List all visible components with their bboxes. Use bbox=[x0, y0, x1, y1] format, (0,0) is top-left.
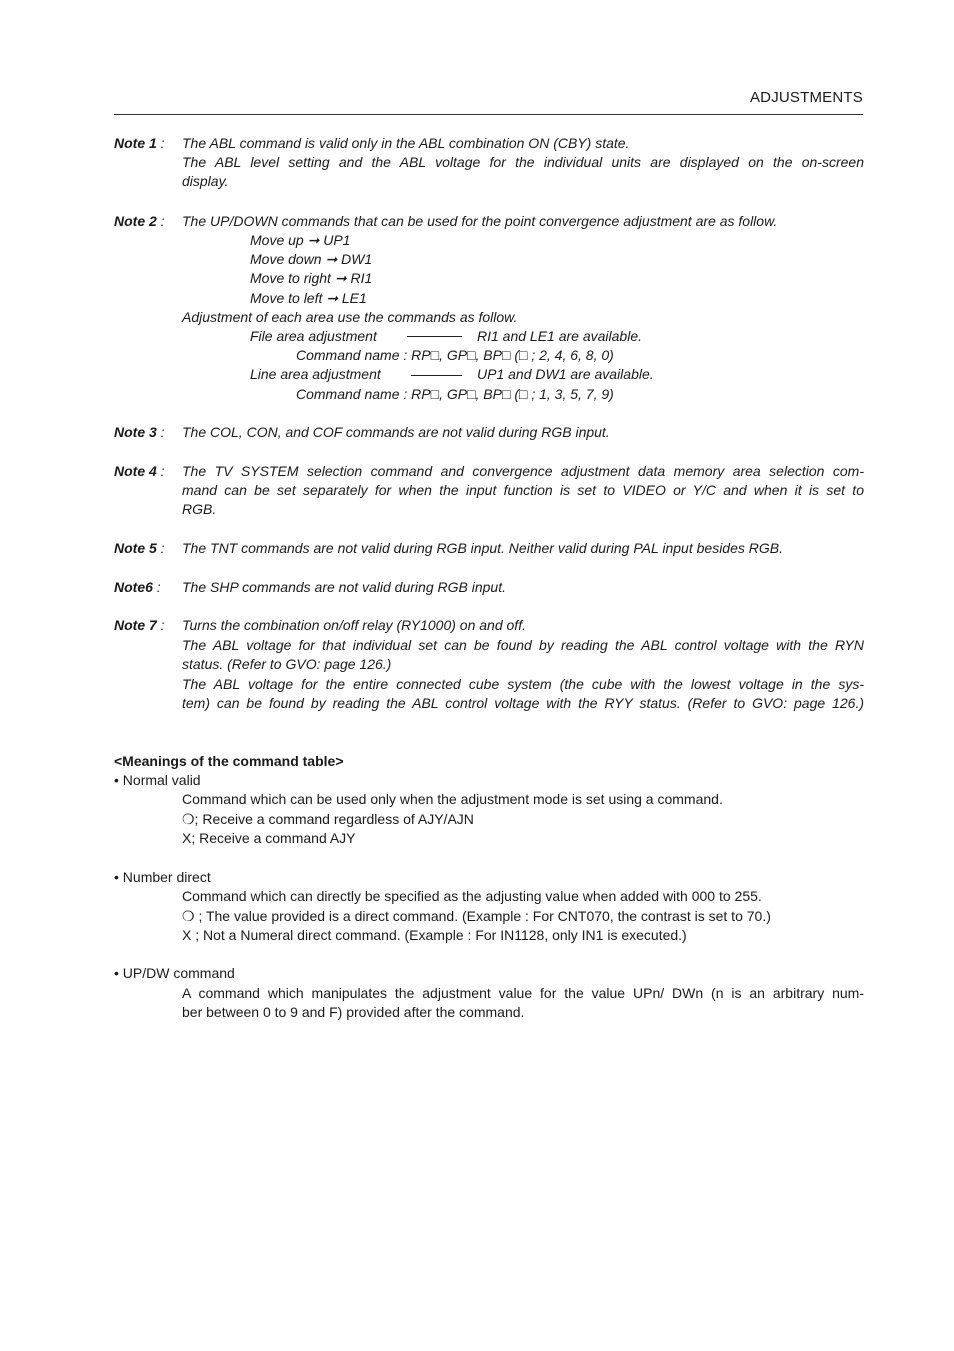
updw-line: A command which manipulates the adjustment value for the value UPn/ DWn (n is an arbitrary num- bbox=[182, 985, 864, 1001]
note4-line: RGB. bbox=[182, 501, 217, 517]
leader-line bbox=[407, 336, 462, 337]
note1-label: Note 1 : bbox=[114, 135, 165, 151]
note2-intro: The UP/DOWN commands that can be used for the point convergence adjustment are as follow. bbox=[182, 213, 778, 229]
note7-line: The ABL voltage for the entire connected cube system (the cube with the lowest voltage in the sys- bbox=[182, 676, 864, 692]
updw-heading: • UP/DW command bbox=[114, 965, 235, 981]
updw-line: ber between 0 to 9 and F) provided after the command. bbox=[182, 1004, 525, 1020]
arrow-right-icon: ➞ bbox=[326, 290, 338, 306]
note7-line: status. (Refer to GVO: page 126.) bbox=[182, 656, 392, 672]
note1-line: The ABL level setting and the ABL voltage for the individual units are displayed on the on-screen bbox=[182, 154, 864, 170]
page-header bbox=[114, 88, 863, 115]
note3-label: Note 3 : bbox=[114, 424, 165, 440]
file-area-command: Command name : RP□, GP□, BP□ (□ ; 2, 4, 6, 8, 0) bbox=[296, 347, 614, 363]
normal-valid-line: X; Receive a command AJY bbox=[182, 830, 356, 846]
note4-line: mand can be set separately for when the input function is set to VIDEO or Y/C and when it is set to bbox=[182, 482, 864, 498]
line-area-available: UP1 and DW1 are available. bbox=[477, 366, 654, 382]
arrow-right-icon: ➞ bbox=[307, 232, 320, 248]
area-intro: Adjustment of each area use the commands as follow. bbox=[182, 309, 518, 325]
meanings-heading: <Meanings of the command table> bbox=[114, 753, 344, 769]
normal-valid-heading: • Normal valid bbox=[114, 772, 201, 788]
file-area-available: RI1 and LE1 are available. bbox=[477, 328, 642, 344]
arrow-right-icon: ➞ bbox=[325, 251, 338, 267]
line-area-label: Line area adjustment bbox=[250, 366, 381, 382]
note4-line: The TV SYSTEM selection command and convergence adjustment data memory area selection com- bbox=[182, 463, 864, 479]
note6-label: Note6 : bbox=[114, 579, 161, 595]
move-left-line: Move to left ➞ LE1 bbox=[250, 290, 367, 306]
note1-line: display. bbox=[182, 173, 229, 189]
note6-text: The SHP commands are not valid during RGB input. bbox=[182, 579, 506, 595]
move-up-line: Move up ➞ UP1 bbox=[250, 232, 351, 248]
note5-label: Note 5 : bbox=[114, 540, 165, 556]
move-down-line: Move down ➞ DW1 bbox=[250, 251, 373, 267]
arrow-right-icon: ➞ bbox=[334, 270, 347, 286]
note4-label: Note 4 : bbox=[114, 463, 165, 479]
note1-line: The ABL command is valid only in the ABL combination ON (CBY) state. bbox=[182, 135, 630, 151]
file-area-label: File area adjustment bbox=[250, 328, 377, 344]
normal-valid-line: ❍; Receive a command regardless of AJY/AJN bbox=[182, 811, 474, 827]
leader-line bbox=[411, 375, 462, 376]
number-direct-heading: • Number direct bbox=[114, 869, 211, 885]
note3-text: The COL, CON, and COF commands are not valid during RGB input. bbox=[182, 424, 610, 440]
move-right-line: Move to right ➞ RI1 bbox=[250, 270, 373, 286]
line-area-command: Command name : RP□, GP□, BP□ (□ ; 1, 3, 5, 7, 9) bbox=[296, 386, 614, 402]
number-direct-line: Command which can directly be specified as the adjusting value when added with 000 to 255. bbox=[182, 888, 762, 904]
number-direct-line: ❍ ; The value provided is a direct command. (Example : For CNT070, the contrast is set to 70.) bbox=[182, 908, 771, 924]
note7-line: Turns the combination on/off relay (RY1000) on and off. bbox=[182, 617, 526, 633]
note2-label: Note 2 : bbox=[114, 213, 165, 229]
section-title: ADJUSTMENTS bbox=[749, 89, 863, 106]
note5-text: The TNT commands are not valid during RGB input. Neither valid during PAL input besides RGB. bbox=[182, 540, 783, 556]
note7-line: The ABL voltage for that individual set can be found by reading the ABL control voltage with the RYN bbox=[182, 637, 864, 653]
normal-valid-line: Command which can be used only when the adjustment mode is set using a command. bbox=[182, 791, 723, 807]
note7-label: Note 7 : bbox=[114, 617, 165, 633]
note7-line: tem) can be found by reading the ABL control voltage with the RYY status. (Refer to GVO: page 126.) bbox=[182, 695, 864, 711]
number-direct-line: X ; Not a Numeral direct command. (Example : For IN1128, only IN1 is executed.) bbox=[182, 927, 687, 943]
